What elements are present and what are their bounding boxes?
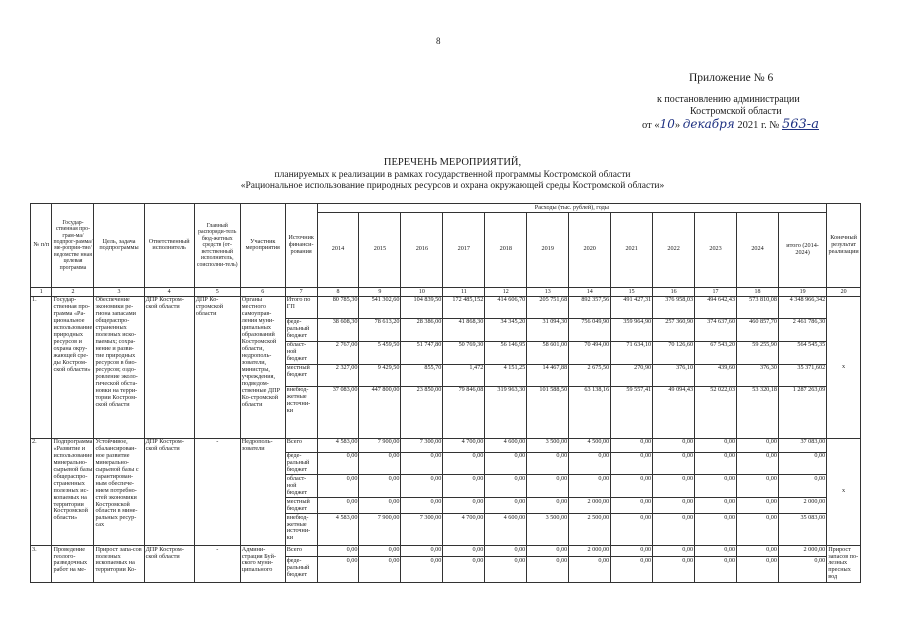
year-value-cell: 172 485,152 [443,296,485,318]
year-value-cell: 0,00 [695,498,737,514]
year-value-cell: 3 500,00 [527,514,569,546]
column-number: 20 [827,287,861,296]
column-number: 5 [194,287,240,296]
year-value-cell: 0,00 [569,452,611,475]
total-value-cell: 2 000,00 [778,546,826,557]
funding-source-cell: внебюд-жетные источни-ки [285,386,317,438]
result-cell: Прирост запасов по-лезных пресных вод [827,546,861,583]
year-value-cell: 4 500,00 [569,438,611,452]
year-value-cell: 376 958,03 [653,296,695,318]
year-value-cell: 0,00 [401,557,443,583]
manager-cell: ДПР Ко-стромской области [194,296,240,438]
total-value-cell: 2 000,00 [778,498,826,514]
year-value-cell: 0,00 [737,452,779,475]
year-value-cell: 0,00 [485,498,527,514]
funding-source-cell: местный бюджет [285,364,317,386]
year-value-cell: 0,00 [359,498,401,514]
total-value-cell: 1 287 263,09 [778,386,826,438]
header-number: № п/п [31,204,52,288]
year-value-cell: 0,00 [359,557,401,583]
year-value-cell: 4 151,25 [485,364,527,386]
date-day: 10 [659,117,675,131]
header-year: 2024 [737,212,779,287]
column-number: 7 [285,287,317,296]
header-expenses: Расходы (тыс. рублей), годы [317,204,827,213]
year-value-cell: 104 839,50 [401,296,443,318]
column-number: 19 [778,287,826,296]
row-number: 2. [31,438,52,546]
executor-cell: ДПР Костром-ской области [144,438,194,546]
year-value-cell: 0,00 [737,557,779,583]
column-number: 11 [443,287,485,296]
result-cell: x [827,438,861,546]
year-value-cell: 23 850,00 [401,386,443,438]
year-value-cell: 0,00 [611,557,653,583]
year-value-cell: 0,00 [317,546,359,557]
column-number: 15 [611,287,653,296]
year-value-cell: 14 467,88 [527,364,569,386]
participants-cell: Органы местного самоуправ-ления муни-ципальных образований Костромской области, недрополь-зователи, министры, учреждения, подведом-ственные ДПР Ко-стромской области [240,296,285,438]
result-cell: x [827,296,861,438]
year-value-cell: 0,00 [611,546,653,557]
funding-source-cell: феде-ральный бюджет [285,557,317,583]
year-value-cell: 50 769,30 [443,341,485,364]
program-name-cell: Государ-ственная про-грамма «Ра-циональное использование природных ресурсов и охрана окру-жающей сре-ды Костром-ской области» [52,296,94,438]
year-value-cell: 0,00 [737,475,779,498]
total-value-cell: 37 083,00 [778,438,826,452]
total-value-cell: 564 545,35 [778,341,826,364]
executor-cell: ДПР Костром-ской области [144,296,194,438]
year-value-cell: 359 964,90 [611,318,653,341]
year-value-cell: 28 386,00 [401,318,443,341]
year-value-cell: 376,30 [737,364,779,386]
year-value-cell: 0,00 [527,498,569,514]
year-value-cell: 49 094,43 [653,386,695,438]
column-number: 17 [695,287,737,296]
year-value-cell: 0,00 [317,452,359,475]
header-program: Государ-ственная про-грам-ма/подпрог-рамма/ме-роприя-тие/ведомстве нная целевая программа [52,204,94,288]
year-value-cell: 59 255,90 [737,341,779,364]
year-value-cell: 0,00 [485,557,527,583]
year-value-cell: 0,00 [695,546,737,557]
date-prefix: от « [642,120,660,131]
header-year: 2014 [317,212,359,287]
year-value-cell: 0,00 [611,438,653,452]
year-value-cell: 756 049,90 [569,318,611,341]
header-participants: Участник мероприятия [240,204,285,288]
year-value-cell: 38 608,30 [317,318,359,341]
year-value-cell: 7 300,00 [401,438,443,452]
year-value-cell: 2 500,00 [569,514,611,546]
year-value-cell: 4 600,00 [485,438,527,452]
year-value-cell: 51 747,80 [401,341,443,364]
year-value-cell: 79 846,08 [443,386,485,438]
year-value-cell: 0,00 [443,452,485,475]
year-value-cell: 0,00 [401,475,443,498]
year-value-cell: 0,00 [737,438,779,452]
year-value-cell: 0,00 [737,514,779,546]
year-value-cell: 376,10 [653,364,695,386]
header-year: 2016 [401,212,443,287]
total-value-cell: 35 083,00 [778,514,826,546]
participants-cell: Админи-страция Буй-ского муни-ципального [240,546,285,583]
decree-date-line [642,117,819,132]
year-value-cell: 0,00 [695,438,737,452]
total-value-cell: 0,00 [778,452,826,475]
year-value-cell: 71 634,10 [611,341,653,364]
year-value-cell: 374 637,60 [695,318,737,341]
year-value-cell: 0,00 [569,557,611,583]
year-value-cell: 0,00 [317,498,359,514]
annex-title: Приложение № 6 [689,72,774,84]
column-number: 18 [737,287,779,296]
year-value-cell: 0,00 [443,557,485,583]
year-value-cell: 0,00 [359,452,401,475]
decree-line-2: Костромской области [690,106,782,117]
year-value-cell: 0,00 [527,452,569,475]
total-value-cell: 0,00 [778,557,826,583]
year-value-cell: 9 429,50 [359,364,401,386]
funding-source-cell: Всего [285,546,317,557]
year-value-cell: 52 022,03 [695,386,737,438]
year-value-cell: 5 459,50 [359,341,401,364]
year-value-cell: 0,00 [611,498,653,514]
year-value-cell: 0,00 [527,557,569,583]
year-value-cell: 70 494,00 [569,341,611,364]
column-number: 6 [240,287,285,296]
year-value-cell: 4 600,00 [485,514,527,546]
goal-cell: Устойчивое, сбалансирован-ное развитие минерально-сырьевой базы с гарантирован-ным обеспече-нием потребно-стей экономики Костромской области в мине-ральных ресур-сах [94,438,144,546]
decree-number: 563-а [781,117,819,132]
year-value-cell: 439,60 [695,364,737,386]
document-title: ПЕРЕЧЕНЬ МЕРОПРИЯТИЙ, [383,157,522,168]
year-value-cell: 257 360,90 [653,318,695,341]
header-source: Источник финанси-рования [285,204,317,288]
year-value-cell: 319 963,30 [485,386,527,438]
program-name-cell: Проведение геолого-разведочных работ на ме- [52,546,94,583]
column-number: 8 [317,287,359,296]
header-year: 2020 [569,212,611,287]
year-value-cell: 0,00 [317,475,359,498]
year-value-cell: 2 000,00 [569,498,611,514]
column-number: 16 [653,287,695,296]
column-number: 4 [144,287,194,296]
funding-source-cell: феде-ральный бюджет [285,452,317,475]
year-value-cell: 460 857,70 [737,318,779,341]
total-value-cell: 35 371,602 [778,364,826,386]
column-number: 9 [359,287,401,296]
year-value-cell: 0,00 [401,452,443,475]
year-value-cell: 7 900,00 [359,438,401,452]
date-mid: » [674,120,681,131]
total-value-cell: 4 348 966,342 [778,296,826,318]
header-year: 2017 [443,212,485,287]
year-value-cell: 4 583,00 [317,514,359,546]
year-value-cell: 2 767,00 [317,341,359,364]
column-number: 10 [401,287,443,296]
year-value-cell: 0,00 [695,475,737,498]
year-value-cell: 7 900,00 [359,514,401,546]
year-value-cell: 63 138,16 [569,386,611,438]
year-value-cell: 0,00 [611,514,653,546]
year-value-cell: 0,00 [443,546,485,557]
year-value-cell: 2 327,00 [317,364,359,386]
year-value-cell: 0,00 [737,546,779,557]
year-value-cell: 101 588,50 [527,386,569,438]
year-value-cell: 0,00 [443,475,485,498]
year-value-cell: 0,00 [737,498,779,514]
year-value-cell: 70 126,60 [653,341,695,364]
year-value-cell: 7 300,00 [401,514,443,546]
year-value-cell: 491 427,31 [611,296,653,318]
year-value-cell: 414 606,70 [485,296,527,318]
year-value-cell: 37 083,00 [317,386,359,438]
manager-cell: - [194,546,240,583]
funding-source-cell: Всего [285,438,317,452]
header-goal: Цель, задача подпрограммы [94,204,144,288]
year-value-cell: 1,472 [443,364,485,386]
row-number: 3. [31,546,52,583]
year-value-cell: 0,00 [695,452,737,475]
funding-source-cell: местный бюджет [285,498,317,514]
year-value-cell: 270,90 [611,364,653,386]
column-number: 14 [569,287,611,296]
year-value-cell: 67 543,20 [695,341,737,364]
year-value-cell: 0,00 [359,475,401,498]
year-value-cell: 0,00 [317,557,359,583]
manager-cell: - [194,438,240,546]
year-value-cell: 0,00 [401,498,443,514]
date-year: 2021 г. № [737,120,780,131]
year-value-cell: 0,00 [611,452,653,475]
year-value-cell: 80 785,30 [317,296,359,318]
column-number: 3 [94,287,144,296]
program-name: «Рациональное использование природных ресурсов и охрана окружающей среды Костромской области» [240,181,665,191]
year-value-cell: 0,00 [527,475,569,498]
year-value-cell: 2 000,00 [569,546,611,557]
year-value-cell: 855,70 [401,364,443,386]
year-value-cell: 0,00 [569,475,611,498]
executor-cell: ДПР Костром-ской области [144,546,194,583]
funding-source-cell: Итого по ГП [285,296,317,318]
table-row [31,546,861,557]
goal-cell: Прирост запа-сов полезных ископаемых на территории Ко- [94,546,144,583]
year-value-cell: 447 800,00 [359,386,401,438]
total-value-cell: 0,00 [778,475,826,498]
total-value-cell: 2 461 786,30 [778,318,826,341]
header-manager: Главный распоряди-тель бюд-жетных средств (от-ветственный исполнитель, соисполни-тель) [194,204,240,288]
year-value-cell: 34 345,20 [485,318,527,341]
page-number: 8 [436,36,441,46]
year-value-cell: 0,00 [695,514,737,546]
year-value-cell: 0,00 [401,546,443,557]
funding-source-cell: внебюд-жетные источни-ки [285,514,317,546]
year-value-cell: 53 320,18 [737,386,779,438]
year-value-cell: 0,00 [485,475,527,498]
funding-source-cell: област-ной бюджет [285,475,317,498]
header-year: 2023 [695,212,737,287]
year-value-cell: 0,00 [653,475,695,498]
column-number: 12 [485,287,527,296]
header-year: 2021 [611,212,653,287]
year-value-cell: 4 583,00 [317,438,359,452]
year-value-cell: 59 557,41 [611,386,653,438]
year-value-cell: 56 146,95 [485,341,527,364]
column-number: 2 [52,287,94,296]
funding-source-cell: феде-ральный бюджет [285,318,317,341]
decree-line-1: к постановлению администрации [657,94,800,105]
year-value-cell: 41 868,30 [443,318,485,341]
year-value-cell: 0,00 [653,514,695,546]
table-row [31,296,861,318]
year-value-cell: 0,00 [653,438,695,452]
year-value-cell: 541 302,60 [359,296,401,318]
year-value-cell: 0,00 [653,452,695,475]
header-result: Конечный результат реализации [827,204,861,288]
funding-source-cell: област-ной бюджет [285,341,317,364]
header-executor: Ответственный исполнитель [144,204,194,288]
column-number: 1 [31,287,52,296]
year-value-cell: 58 601,00 [527,341,569,364]
year-value-cell: 3 500,00 [527,438,569,452]
year-value-cell: 4 700,00 [443,514,485,546]
year-value-cell: 0,00 [653,546,695,557]
header-year: 2019 [527,212,569,287]
year-value-cell: 78 613,20 [359,318,401,341]
year-value-cell: 0,00 [653,557,695,583]
year-value-cell: 0,00 [527,546,569,557]
year-value-cell: 892 357,56 [569,296,611,318]
document-subtitle: планируемых к реализации в рамках государственной программы Костромской области [274,170,631,180]
year-value-cell: 0,00 [695,557,737,583]
year-value-cell: 0,00 [443,498,485,514]
year-value-cell: 573 810,08 [737,296,779,318]
year-value-cell: 4 700,00 [443,438,485,452]
row-number: 1. [31,296,52,438]
year-value-cell: 0,00 [485,452,527,475]
measures-table [30,203,861,583]
header-year: 2018 [485,212,527,287]
column-number: 13 [527,287,569,296]
date-month: декабря [682,117,735,131]
year-value-cell: 205 751,68 [527,296,569,318]
year-value-cell: 0,00 [359,546,401,557]
table-row [31,438,861,452]
header-year: 2022 [653,212,695,287]
year-value-cell: 0,00 [611,475,653,498]
header-year: 2015 [359,212,401,287]
participants-cell: Недрополь-зователи [240,438,285,546]
program-name-cell: Подпрограмма «Развитие и использование минерально-сырьевой базы общераспро-страненных полезных ис-копаемых на территории Костромской области» [52,438,94,546]
year-value-cell: 494 642,43 [695,296,737,318]
year-value-cell: 31 094,30 [527,318,569,341]
year-value-cell: 0,00 [653,498,695,514]
header-total: итого (2014-2024) [778,212,826,287]
year-value-cell: 0,00 [485,546,527,557]
year-value-cell: 2 675,50 [569,364,611,386]
goal-cell: Обеспечение экономики ре-гиона запасами общераспро-страненных полезных иско-паемых; сохра-нение и разви-тие природных ресурсов в био-ресурсов; оздо-ровление эколо-гической обста-новки на терри-тории Костром-ской области [94,296,144,438]
